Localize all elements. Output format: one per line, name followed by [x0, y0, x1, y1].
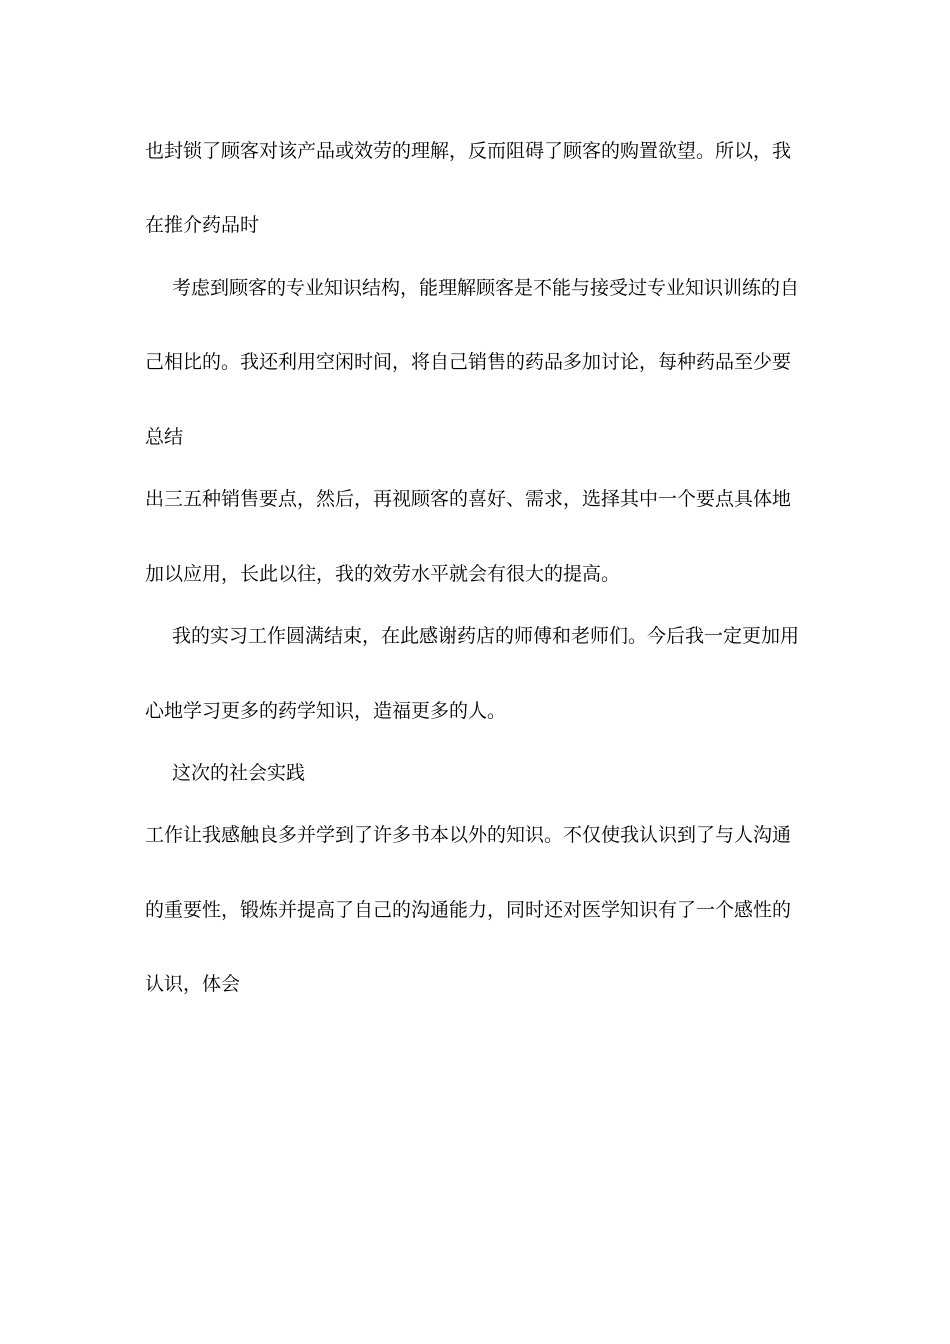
text-line: 心地学习更多的药学知识，造福更多的人。: [145, 700, 507, 722]
text-line: 在推介药品时: [145, 214, 260, 236]
text-line: 工作让我感触良多并学到了许多书本以外的知识。不仅使我认识到了与人沟通: [145, 824, 792, 846]
text-line: 总结: [145, 426, 184, 448]
text-line: 的重要性，锻炼并提高了自己的沟通能力，同时还对医学知识有了一个感性的: [145, 899, 792, 921]
paragraph-start-line: 考虑到顾客的专业知识结构，能理解顾客是不能与接受过专业知识训练的自: [172, 277, 800, 299]
paragraph-start-line: 我的实习工作圆满结束，在此感谢药店的师傅和老师们。今后我一定更加用: [172, 625, 800, 647]
text-line: 也封锁了顾客对该产品或效劳的理解，反而阻碍了顾客的购置欲望。所以，我: [145, 140, 792, 162]
paragraph-start-line: 这次的社会实践: [172, 762, 306, 784]
text-line: 认识，体会: [145, 973, 241, 995]
text-line: 出三五种销售要点，然后，再视顾客的喜好、需求，选择其中一个要点具体地: [145, 488, 792, 510]
text-line: 加以应用，长此以往，我的效劳水平就会有很大的提高。: [145, 563, 621, 585]
text-line: 己相比的。我还利用空闲时间，将自己销售的药品多加讨论，每种药品至少要: [145, 351, 792, 373]
